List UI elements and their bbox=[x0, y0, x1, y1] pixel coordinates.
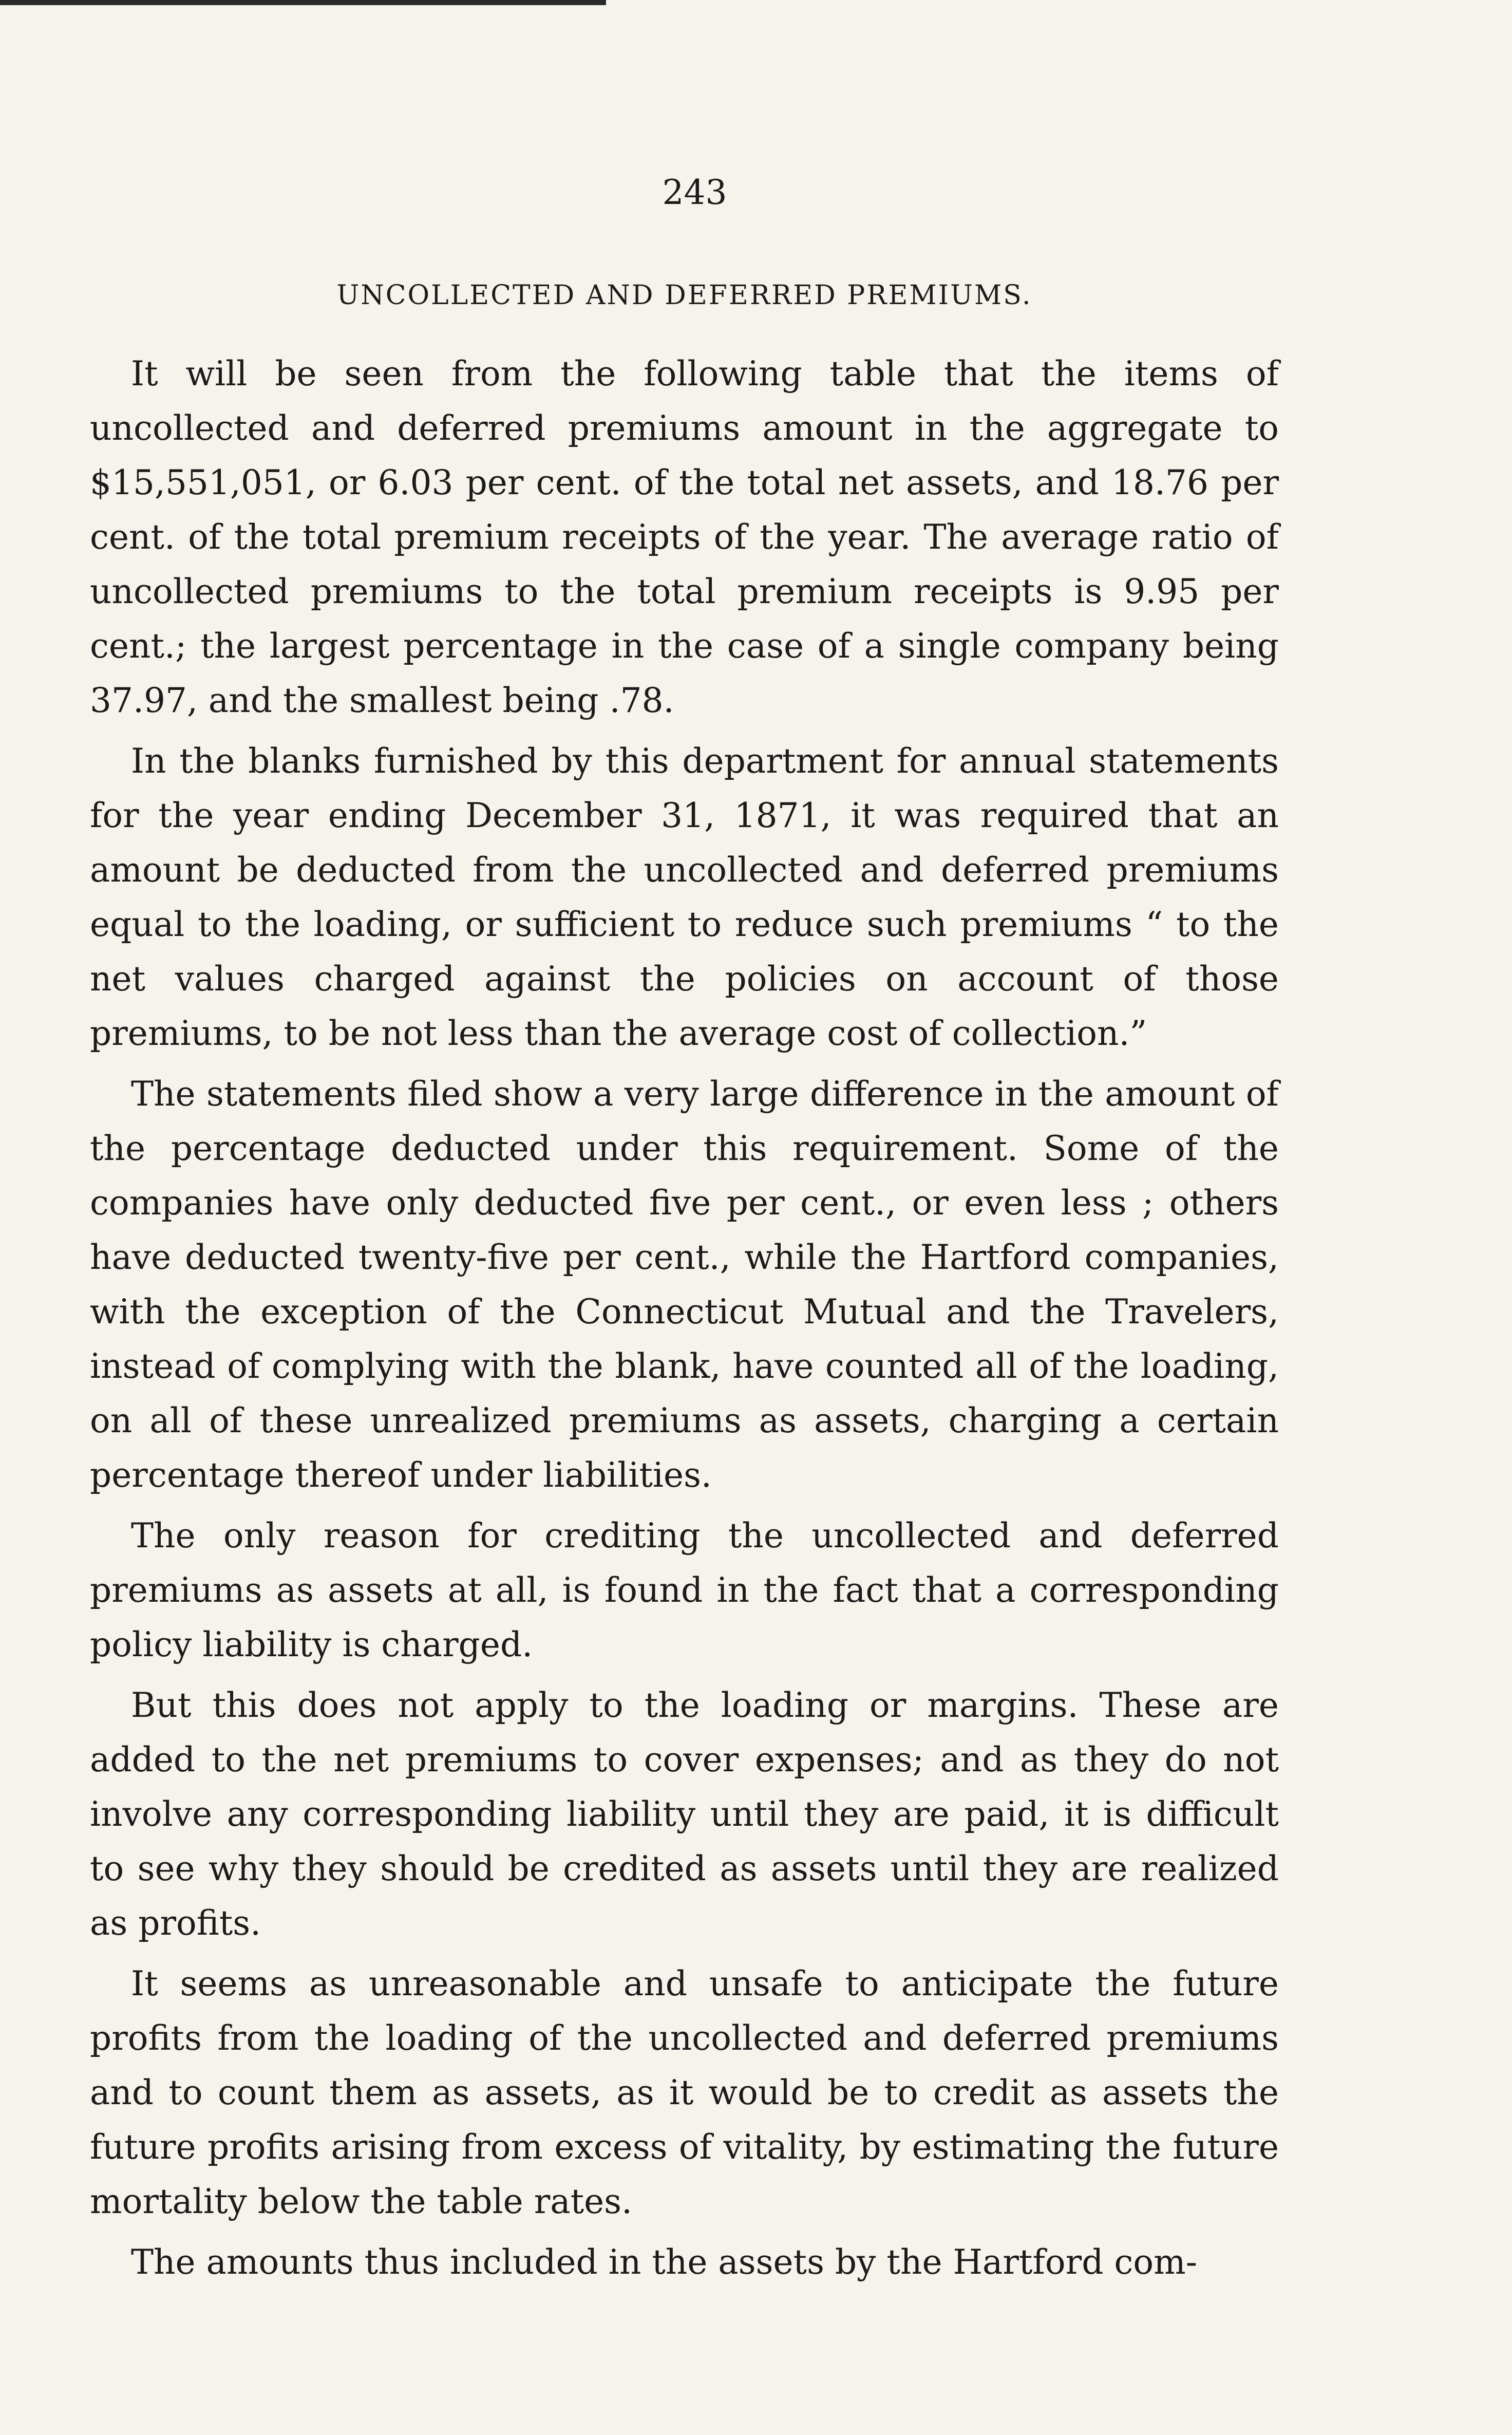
paragraph: The amounts thus included in the assets by the Hartford com- bbox=[131, 2242, 1198, 2282]
page-number: 243 bbox=[662, 173, 727, 212]
paragraph: It seems as unreasonable and unsafe to anticipate the future profits from the loading of the uncollected and deferred premiums and to count them as assets, as it would be to credit as assets the future profits arising from excess of vitality, by estimating the future mortality below the table rates. bbox=[90, 1964, 1279, 2221]
paragraph: But this does not apply to the loading or margins. These are added to the net premiums to cover expenses; and as they do not involve any corresponding liability until they are paid, it is difficult to see why they should be credited as assets until they are realized as profits. bbox=[90, 1685, 1279, 1943]
paragraph: The only reason for crediting the uncollected and deferred premiums as assets at all, is found in the fact that a corresponding policy liability is charged. bbox=[90, 1516, 1279, 1664]
paragraph: It will be seen from the following table that the items of uncollected and deferred premiums amount in the aggregate to $15,551,051, or 6.03 per cent. of the total net assets, and 18.76 per cent. of the total premium receipts of the year. The average ratio of uncollected premiums to the total premium receipts is 9.95 per cent.; the largest percentage in the case of a single company being 37.97, and the smallest being .78. bbox=[90, 354, 1279, 720]
paragraph: In the blanks furnished by this department for annual statements for the year ending December 31, 1871, it was required that an amount be deducted from the uncollected and deferred premiums equal to the loading, or sufficient to reduce such premiums “ to the net values charged against the policies on account of those premiums, to be not less than the average cost of collection.” bbox=[90, 741, 1279, 1053]
paragraph: The statements filed show a very large difference in the amount of the percentage deducted under this requirement. Some of the companies have only deducted five per cent., or even less ; others have deducted twenty-five per cent., while the Hartford companies, with the exception of the Connecticut Mutual and the Travelers, instead of complying with the blank, have counted all of the loading, on all of these unrealized premiums as assets, charging a certain percentage thereof under liabilities. bbox=[90, 1074, 1279, 1495]
top-border-rule bbox=[0, 0, 606, 5]
section-heading: UNCOLLECTED AND DEFERRED PREMIUMS. bbox=[336, 280, 1032, 311]
document-page bbox=[90, 170, 1279, 2296]
